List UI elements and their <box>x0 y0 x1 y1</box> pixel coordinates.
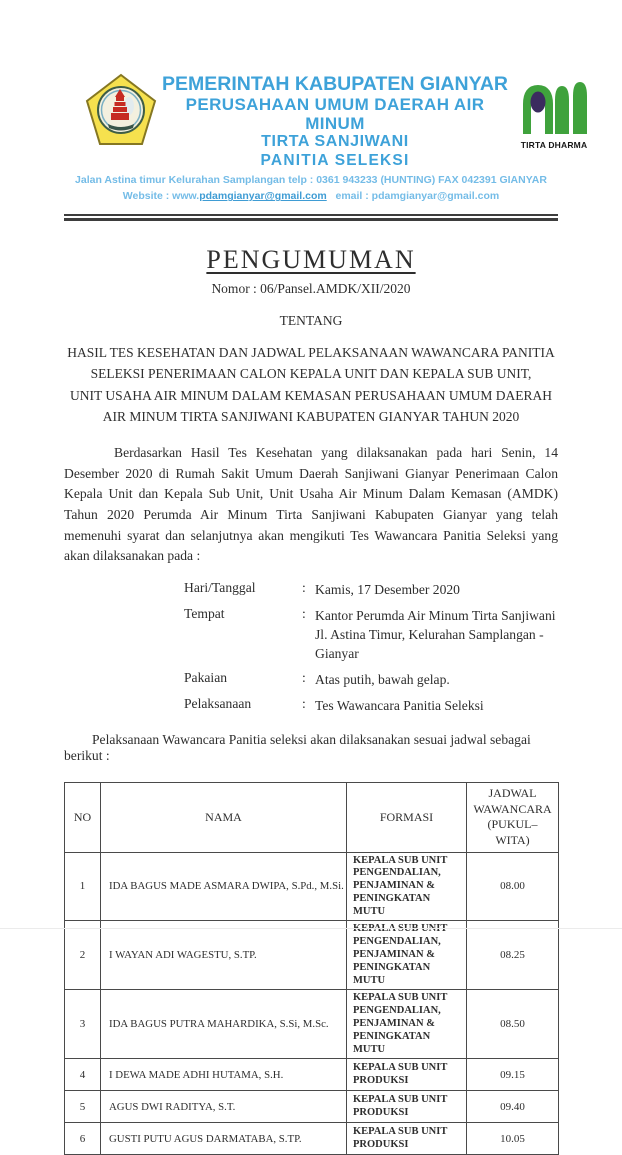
detail-colon: : <box>302 605 306 621</box>
cell-nama: IDA BAGUS PUTRA MAHARDIKA, S.Si, M.Sc. <box>101 990 347 1059</box>
website-prefix: Website : www. <box>122 190 200 203</box>
detail-row-hari-tanggal <box>184 580 558 599</box>
table-row <box>65 1123 559 1155</box>
cell-formasi: KEPALA SUB UNIT PENGENDALIAN, PENJAMINAN & PENINGKATAN MUTU <box>347 990 467 1059</box>
cell-no: 6 <box>65 1123 101 1155</box>
tirta-dharma-caption: TIRTA DHARMA <box>520 140 588 150</box>
brand-name: TIRTA SANJIWANI <box>261 133 409 151</box>
detail-colon: : <box>302 670 306 686</box>
website-email-line <box>0 188 622 204</box>
cell-formasi: KEPALA SUB UNIT PENGENDALIAN, PENJAMINAN & PENINGKATAN MUTU <box>347 852 467 921</box>
gianyar-crest-icon <box>84 72 158 153</box>
subject-line: UNIT USAHA AIR MINUM DALAM KEMASAN PERUSAHAAN UMUM DAERAH <box>69 387 553 403</box>
cell-nama: I WAYAN ADI WAGESTU, S.TP. <box>101 921 347 990</box>
government-name: PEMERINTAH KABUPATEN GIANYAR <box>162 73 508 95</box>
subject-line: SELEKSI PENERIMAAN CALON KEPALA UNIT DAN KEPALA SUB UNIT, <box>90 366 532 382</box>
letter-body <box>64 245 558 1155</box>
subject-block <box>64 342 558 428</box>
cell-no: 1 <box>65 852 101 921</box>
cell-no: 3 <box>65 990 101 1059</box>
detail-colon: : <box>302 696 306 712</box>
table-row <box>65 990 559 1059</box>
column-header-formasi: FORMASI <box>347 783 467 852</box>
address-line: Jalan Astina timur Kelurahan Samplangan telp : 0361 943233 (HUNTING) FAX 042391 GIANYAR <box>75 174 547 187</box>
page-title: PENGUMUMAN <box>206 244 416 274</box>
document-number: Nomor : 06/Pansel.AMDK/XII/2020 <box>211 280 411 296</box>
tirta-dharma-logo-icon <box>518 80 590 134</box>
subject-line: HASIL TES KESEHATAN DAN JADWAL PELAKSANAAN WAWANCARA PANITIA <box>67 344 555 360</box>
cell-formasi: KEPALA SUB UNIT PENGENDALIAN, PENJAMINAN & PENINGKATAN MUTU <box>347 921 467 990</box>
event-details <box>184 580 558 715</box>
table-row <box>65 1091 559 1123</box>
detail-value: Kamis, 17 Desember 2020 <box>315 581 460 597</box>
interview-schedule-table <box>64 782 559 1155</box>
cell-jadwal: 08.00 <box>467 852 559 921</box>
cell-nama: GUSTI PUTU AGUS DARMATABA, S.TP. <box>101 1123 347 1155</box>
table-row <box>65 921 559 990</box>
letterhead-divider <box>64 214 558 221</box>
detail-value: Atas putih, bawah gelap. <box>315 672 450 688</box>
detail-row-pakaian <box>184 670 558 689</box>
cell-jadwal: 10.05 <box>467 1123 559 1155</box>
table-header-row <box>65 783 559 852</box>
detail-label: Tempat <box>184 605 225 621</box>
tentang-label: TENTANG <box>279 312 343 328</box>
detail-value-line: Kantor Perumda Air Minum Tirta Sanjiwani <box>315 607 556 623</box>
cell-no: 2 <box>65 921 101 990</box>
cell-no: 4 <box>65 1059 101 1091</box>
detail-value: Tes Wawancara Panitia Seleksi <box>315 698 484 714</box>
intro-paragraph: Berdasarkan Hasil Tes Kesehatan yang dilaksanakan pada hari Senin, 14 Desember 2020 di Rumah Sakit Umum Daerah Sanjiwani Gianyar Penerimaan Calon Kepala Unit dan Kepala Sub Unit, Unit Usaha Air Minum Dalam Kemasan (AMDK) Tahun 2020 Perumda Air Minum Tirta Sanjiwani Kabupaten Gianyar yang telah memenuhi syarat dan selanjutnya akan mengikuti Tes Wawancara Panitia Seleksi yang akan dilaksanakan pada : <box>64 445 558 564</box>
cell-jadwal: 08.25 <box>467 921 559 990</box>
detail-value-line: Jl. Astina Timur, Kelurahan Samplangan - Gianyar <box>315 627 544 662</box>
letterhead-address <box>0 172 622 205</box>
detail-row-pelaksanaan <box>184 696 558 715</box>
letterhead-titles <box>158 74 512 170</box>
email-text: email : pdamgianyar@gmail.com <box>335 190 500 203</box>
detail-label: Pakaian <box>184 670 228 686</box>
cell-jadwal: 09.15 <box>467 1059 559 1091</box>
cell-nama: I DEWA MADE ADHI HUTAMA, S.H. <box>101 1059 347 1091</box>
column-header-nama: NAMA <box>101 783 347 852</box>
cell-formasi: KEPALA SUB UNIT PRODUKSI <box>347 1091 467 1123</box>
cell-jadwal: 09.40 <box>467 1091 559 1123</box>
cell-formasi: KEPALA SUB UNIT PRODUKSI <box>347 1123 467 1155</box>
letterhead <box>0 0 622 170</box>
schedule-intro: Pelaksanaan Wawancara Panitia seleksi akan dilaksanakan sesuai jadwal sebagai berikut : <box>64 732 531 764</box>
column-header-jadwal: JADWAL WAWANCARA (PUKUL–WITA) <box>467 783 559 852</box>
cell-formasi: KEPALA SUB UNIT PRODUKSI <box>347 1059 467 1091</box>
detail-label: Hari/Tanggal <box>184 579 256 595</box>
column-header-no: NO <box>65 783 101 852</box>
cell-nama: IDA BAGUS MADE ASMARA DWIPA, S.Pd., M.Si. <box>101 852 347 921</box>
table-row <box>65 1059 559 1091</box>
detail-colon: : <box>302 579 306 595</box>
detail-row-tempat <box>184 606 558 663</box>
cell-no: 5 <box>65 1091 101 1123</box>
scan-edge-line <box>0 928 622 929</box>
detail-value <box>315 606 558 663</box>
committee-name: PANITIA SELEKSI <box>260 151 410 169</box>
table-row <box>65 852 559 921</box>
cell-jadwal: 08.50 <box>467 990 559 1059</box>
detail-label: Pelaksanaan <box>184 696 252 712</box>
cell-nama: AGUS DWI RADITYA, S.T. <box>101 1091 347 1123</box>
tirta-dharma-logo <box>512 80 596 150</box>
website-link: pdamgianyar@gmail.com <box>199 190 327 203</box>
subject-line: AIR MINUM TIRTA SANJIWANI KABUPATEN GIANYAR TAHUN 2020 <box>102 409 520 425</box>
company-name: PERUSAHAAN UMUM DAERAH AIR MINUM <box>185 95 485 134</box>
